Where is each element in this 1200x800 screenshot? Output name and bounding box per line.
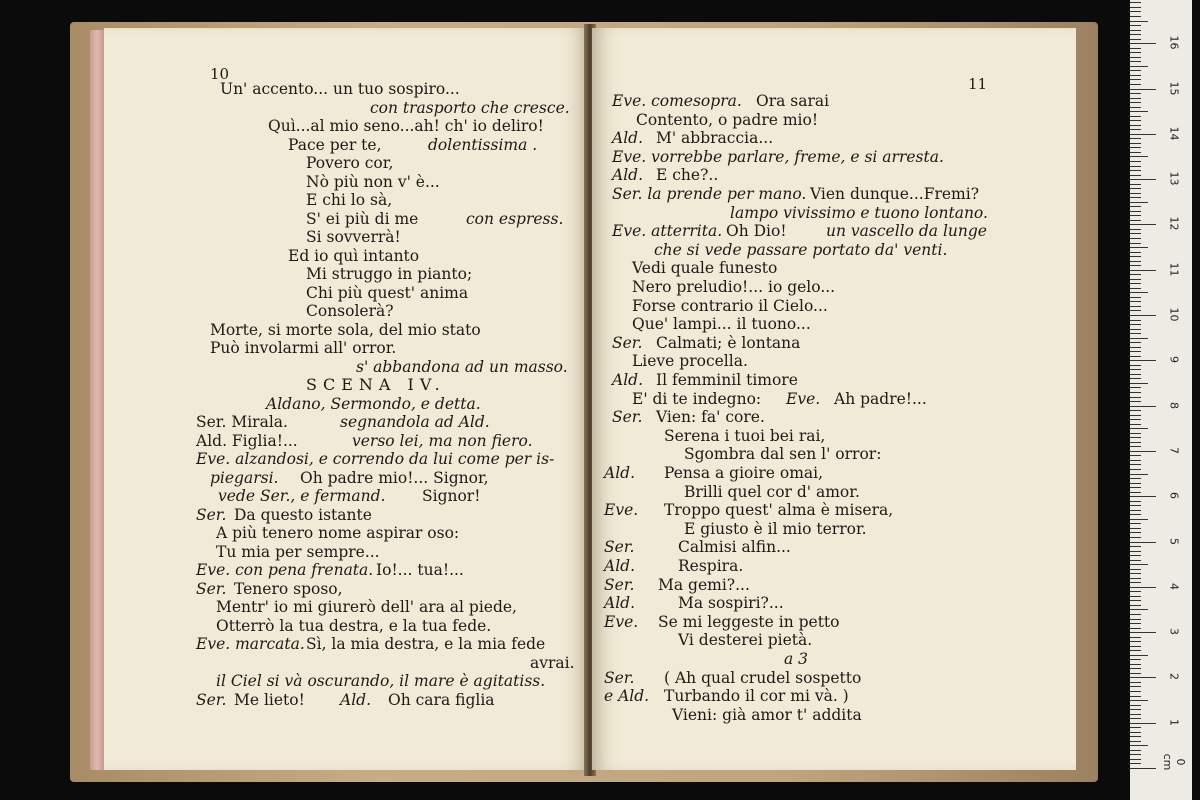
verse-text: Il femminil timore (656, 371, 798, 389)
ruler-tick (1130, 532, 1141, 533)
verse-text: Ald. Figlia!... (196, 431, 298, 450)
verse-text: Ser. Mirala. (196, 413, 288, 431)
ruler-label: 6 (1167, 492, 1181, 500)
ruler-tick (1130, 623, 1141, 624)
ruler-tick (1130, 338, 1148, 339)
verse-text: Ma gemi?... (658, 575, 750, 594)
verse-text: Ora sarai (756, 92, 830, 110)
verse-text: Mentr' io mi giurerò dell' ara al piede, (216, 598, 517, 616)
verse-text: Nò più non v' è... (306, 172, 440, 191)
verse-text: E chi lo sà, (306, 191, 393, 209)
ruler-tick (1130, 655, 1148, 656)
right-page (592, 28, 1076, 770)
stage-direction: Ald. (604, 557, 635, 575)
ruler-tick (1130, 211, 1141, 212)
ruler-tick (1130, 356, 1141, 357)
stage-direction: Eve. alzandosi, e correndo da lui come per is- (196, 450, 555, 468)
ruler-tick (1130, 510, 1141, 511)
ruler-tick (1130, 464, 1141, 465)
ruler-tick (1130, 75, 1141, 76)
stage-direction: Eve. con pena frenata. (196, 561, 374, 579)
verse-text: E' di te indegno: (632, 389, 762, 408)
ruler-tick (1130, 406, 1156, 407)
stage-direction: vede Ser., e fermand. (218, 487, 386, 505)
ruler-tick (1130, 215, 1141, 216)
verse-text: Otterrò la tua destra, e la tua fede. (216, 616, 492, 635)
ruler-tick (1130, 691, 1141, 692)
ruler-tick (1130, 451, 1156, 452)
verse-text: Ma sospiri?... (678, 594, 784, 613)
book-edge (90, 30, 104, 770)
verse-text: Povero cor, (306, 154, 394, 172)
ruler-tick (1130, 11, 1141, 12)
ruler-tick (1130, 360, 1156, 361)
stage-direction: Ser. (604, 538, 635, 557)
verse-text: Forse contrario il Cielo... (632, 296, 828, 315)
ruler-tick (1130, 723, 1156, 724)
stage-direction: Ser. (196, 505, 227, 524)
ruler-tick (1130, 763, 1141, 764)
ruler-tick (1130, 138, 1141, 139)
ruler-label: 5 (1167, 537, 1181, 545)
verse-text: S' ei più di me (306, 209, 419, 228)
verse-text: Ed io quì intanto (288, 246, 420, 265)
stage-direction: Ser. (196, 579, 227, 598)
ruler-tick (1130, 745, 1148, 746)
ruler-tick (1130, 582, 1141, 583)
ruler-tick (1130, 700, 1148, 701)
ruler-tick (1130, 161, 1141, 162)
ruler-tick (1130, 21, 1148, 22)
ruler-tick (1130, 673, 1141, 674)
verse-text: M' abbraccia... (656, 129, 774, 148)
ruler-tick (1130, 374, 1141, 375)
ruler-label: 12 (1167, 216, 1181, 231)
ruler-tick (1130, 415, 1141, 416)
verse-text: Me lieto! (234, 690, 305, 709)
verse-text: Se mi leggeste in petto (658, 612, 840, 631)
ruler-tick (1130, 310, 1141, 311)
ruler-tick (1130, 741, 1141, 742)
stage-direction: e Ald. (604, 687, 650, 706)
ruler-tick (1130, 387, 1141, 388)
ruler-tick (1130, 619, 1141, 620)
verse-text: Vien dunque...Fremi? (810, 185, 980, 203)
ruler-tick (1130, 16, 1141, 17)
ruler-tick (1130, 61, 1141, 62)
ruler-tick (1130, 682, 1141, 683)
verse-text: Consolerà? (306, 302, 394, 320)
ruler-tick (1130, 686, 1141, 687)
ruler-tick (1130, 487, 1141, 488)
ruler-tick (1130, 573, 1141, 574)
ruler-tick (1130, 279, 1141, 280)
ruler-tick (1130, 677, 1156, 678)
ruler-tick (1130, 437, 1141, 438)
ruler-tick (1130, 455, 1141, 456)
stage-direction: piegarsi. (210, 468, 279, 487)
ruler-tick (1130, 478, 1141, 479)
ruler-tick (1130, 89, 1156, 90)
ruler-tick (1130, 628, 1141, 629)
ruler-tick (1130, 206, 1141, 207)
ruler-tick (1130, 292, 1148, 293)
text-line (104, 689, 588, 711)
ruler-tick (1130, 596, 1141, 597)
ruler-tick (1130, 315, 1156, 316)
ruler-tick (1130, 605, 1141, 606)
ruler-tick (1130, 342, 1141, 343)
stage-direction: Eve. vorrebbe parlare, freme, e si arresta. (612, 147, 944, 166)
ruler-tick (1130, 233, 1141, 234)
verse-text: Contento, o padre mio! (636, 110, 819, 129)
ruler-tick (1130, 750, 1141, 751)
stage-direction: con espress. (466, 209, 564, 228)
ruler-tick (1130, 34, 1141, 35)
ruler-tick (1130, 446, 1141, 447)
verse-text: Tenero sposo, (234, 579, 343, 598)
ruler-tick (1130, 70, 1141, 71)
verse-text: Turbando il cor mi và. ) (664, 687, 849, 706)
verse-text: Respira. (678, 557, 744, 575)
ruler-tick (1130, 320, 1141, 321)
verse-text: Lieve procella. (632, 352, 748, 371)
stage-direction: Ald. (604, 594, 635, 613)
page-number: 11 (968, 75, 988, 93)
ruler-tick (1130, 229, 1141, 230)
ruler-tick (1130, 428, 1148, 429)
ruler-tick (1130, 297, 1141, 298)
verse-text: ( Ah qual crudel sospetto (664, 668, 862, 687)
verse-text: Mi struggo in pianto; (306, 265, 473, 283)
ruler-tick (1130, 401, 1141, 402)
stage-direction: Ald. (604, 464, 635, 482)
ruler-tick (1130, 261, 1141, 262)
ruler-label: 16 (1167, 35, 1181, 50)
ruler-tick (1130, 664, 1141, 665)
stage-direction: s' abbandona ad un masso. (356, 357, 568, 376)
verse-text: Vi desterei pietà. (678, 631, 813, 650)
ruler-tick (1130, 578, 1141, 579)
verse-text: Oh cara figlia (388, 690, 495, 709)
ruler-tick (1130, 397, 1141, 398)
verse-text: Nero preludio!... io gelo... (632, 278, 836, 296)
ruler-tick (1130, 347, 1141, 348)
ruler-tick (1130, 283, 1141, 284)
verse-text: Serena i tuoi bei rai, (664, 426, 826, 445)
ruler-label: 11 (1167, 262, 1181, 277)
stage-direction: Ser. (604, 668, 635, 687)
ruler-tick (1130, 754, 1141, 755)
verse-text: Signor! (422, 487, 481, 505)
ruler-tick (1130, 30, 1141, 31)
ruler-tick (1130, 542, 1156, 543)
ruler-tick (1130, 641, 1141, 642)
ruler-tick (1130, 718, 1141, 719)
ruler-tick (1130, 57, 1141, 58)
ruler-tick (1130, 120, 1141, 121)
ruler-tick (1130, 483, 1141, 484)
ruler-tick (1130, 469, 1141, 470)
stage-direction: un vascello da lunge (826, 222, 987, 241)
ruler-tick (1130, 156, 1148, 157)
ruler-tick (1130, 193, 1141, 194)
ruler-tick (1130, 324, 1141, 325)
ruler-tick (1130, 555, 1141, 556)
ruler-tick (1130, 125, 1141, 126)
ruler-tick (1130, 247, 1148, 248)
ruler-tick (1130, 102, 1141, 103)
page-number: 10 (210, 65, 230, 83)
stage-direction: il Ciel si và oscurando, il mare è agitatiss. (216, 672, 546, 690)
ruler-tick (1130, 197, 1141, 198)
ruler-tick (1130, 732, 1141, 733)
ruler-tick (1130, 256, 1141, 257)
ruler-tick (1130, 569, 1141, 570)
ruler-tick (1130, 433, 1141, 434)
ruler-tick (1130, 609, 1148, 610)
ruler-tick (1130, 224, 1156, 225)
verse-text: A più tenero nome aspirar oso: (216, 524, 460, 542)
verse-text: Sì, la mia destra, e la mia fede (306, 635, 546, 653)
ruler-tick (1130, 646, 1141, 647)
ruler-tick (1130, 591, 1141, 592)
ruler-tick (1130, 496, 1156, 497)
ruler-tick (1130, 519, 1148, 520)
ruler-tick (1130, 179, 1156, 180)
ruler-tick (1130, 705, 1141, 706)
ruler-tick (1130, 523, 1141, 524)
stage-direction: Ser. la prende per mano. (612, 185, 807, 203)
verse-text: Troppo quest' alma è misera, (664, 501, 894, 520)
verse-text: Calmisi alfin... (678, 538, 791, 557)
ruler-label: 14 (1167, 126, 1181, 141)
ruler-tick (1130, 537, 1141, 538)
ruler-tick (1130, 560, 1141, 561)
ruler-tick (1130, 66, 1148, 67)
verse-text: E giusto è il mio terror. (684, 519, 867, 538)
ruler-label: 3 (1167, 628, 1181, 636)
verse-text: Vien: fa' core. (656, 408, 765, 427)
ruler-tick (1130, 288, 1141, 289)
ruler-tick (1130, 392, 1141, 393)
ruler-tick (1130, 175, 1141, 176)
ruler-tick (1130, 424, 1141, 425)
ruler-tick (1130, 696, 1141, 697)
ruler-tick (1130, 514, 1141, 515)
verse-text: Que' lampi... il tuono... (632, 315, 811, 334)
ruler-tick (1130, 632, 1156, 633)
ruler-tick (1130, 7, 1141, 8)
verse-text: Vedi quale funesto (632, 259, 778, 278)
ruler-tick (1130, 587, 1156, 588)
ruler-tick (1130, 238, 1141, 239)
ruler-tick (1130, 351, 1141, 352)
stage-direction: Eve. (604, 612, 639, 631)
stage-direction: a 3 (784, 650, 809, 668)
stage-direction: Ald. (612, 129, 643, 148)
ruler-tick (1130, 501, 1141, 502)
ruler-tick (1130, 727, 1141, 728)
stage-direction: Eve. (786, 389, 821, 408)
verse-text: Vieni: già amor t' addita (672, 705, 862, 724)
left-page (104, 28, 588, 770)
stage-direction: Eve. marcata. (196, 635, 305, 653)
stage-direction: lampo vivissimo e tuono lontano. (730, 203, 988, 222)
ruler-tick (1130, 134, 1156, 135)
ruler-tick (1130, 43, 1156, 44)
verse-text: Calmati; è lontana (656, 333, 801, 352)
ruler-tick (1130, 668, 1141, 669)
ruler-tick (1130, 378, 1141, 379)
ruler-tick (1130, 116, 1141, 117)
ruler-tick (1130, 152, 1141, 153)
ruler-tick (1130, 383, 1148, 384)
ruler-tick (1130, 170, 1141, 171)
ruler-label: 13 (1167, 171, 1181, 186)
ruler-label: 0 cm (1161, 753, 1187, 771)
ruler-tick (1130, 2, 1141, 3)
stage-direction: Eve. atterrita. (612, 222, 723, 241)
ruler-tick (1130, 551, 1141, 552)
verse-text: Quì...al mio seno...ah! ch' io deliro! (268, 117, 544, 135)
stage-direction: che si vede passare portato da' venti. (654, 240, 948, 259)
ruler-tick (1130, 274, 1141, 275)
ruler-tick (1130, 184, 1141, 185)
verse-text: Pace per te, (288, 135, 382, 154)
ruler-tick (1130, 650, 1141, 651)
verse-text: Io!... tua!... (376, 561, 464, 579)
ruler-tick (1130, 709, 1141, 710)
ruler-tick (1130, 166, 1141, 167)
verse-text: Pensa a gioire omai, (664, 464, 824, 482)
stage-direction: Eve. comesopra. (612, 92, 742, 110)
stage-direction: dolentissima . (428, 135, 538, 154)
stage-direction: segnandola ad Ald. (340, 413, 490, 431)
verse-text: Si sovverrà! (306, 228, 401, 246)
ruler-tick (1130, 39, 1141, 40)
stage-direction: Ser. (612, 408, 643, 427)
ruler-label: 8 (1167, 401, 1181, 409)
ruler-label: 10 (1167, 307, 1181, 322)
stage-direction: Eve. (604, 501, 639, 520)
stage-direction: verso lei, ma non fiero. (352, 431, 533, 450)
ruler-tick (1130, 188, 1141, 189)
ruler-tick (1130, 93, 1141, 94)
ruler-tick (1130, 474, 1148, 475)
stage-direction: Ald. (340, 690, 371, 709)
ruler-tick (1130, 129, 1141, 130)
verse-text: Brilli quel cor d' amor. (684, 482, 860, 501)
measuring-ruler (1130, 0, 1192, 800)
verse-text: Tu mia per sempre... (216, 542, 380, 561)
ruler-tick (1130, 410, 1141, 411)
verse-text: Un' accento... un tuo sospiro... (220, 80, 460, 98)
verse-text: Sgombra dal sen l' orror: (684, 445, 882, 464)
ruler-tick (1130, 107, 1141, 108)
ruler-tick (1130, 202, 1148, 203)
ruler-tick (1130, 492, 1141, 493)
verse-text: Chi più quest' anima (306, 283, 469, 302)
ruler-tick (1130, 329, 1141, 330)
ruler-tick (1130, 659, 1141, 660)
ruler-tick (1130, 243, 1141, 244)
ruler-tick (1130, 98, 1141, 99)
verse-text: Morte, si morte sola, del mio stato (210, 320, 481, 339)
stage-direction: Ald. (612, 371, 643, 389)
ruler-label: 7 (1167, 446, 1181, 454)
ruler-tick (1130, 768, 1156, 769)
ruler-tick (1130, 505, 1141, 506)
ruler-tick (1130, 265, 1141, 266)
stage-direction: con trasporto che cresce. (370, 98, 570, 117)
ruler-tick (1130, 736, 1141, 737)
ruler-tick (1130, 301, 1141, 302)
ruler-tick (1130, 442, 1141, 443)
ruler-label: 9 (1167, 356, 1181, 364)
verse-text: Oh Dio! (726, 222, 787, 241)
ruler-label: 2 (1167, 673, 1181, 681)
ruler-tick (1130, 25, 1141, 26)
ruler-tick (1130, 460, 1141, 461)
ruler-tick (1130, 637, 1141, 638)
ruler-tick (1130, 79, 1141, 80)
stage-direction: Ser. (612, 333, 643, 352)
ruler-tick (1130, 614, 1141, 615)
verse-text: avrai. (530, 653, 575, 672)
ruler-tick (1130, 759, 1141, 760)
ruler-tick (1130, 220, 1141, 221)
stage-direction: Aldano, Sermondo, e detta. (266, 394, 481, 413)
verse-text: Da questo istante (234, 505, 372, 524)
ruler-tick (1130, 528, 1141, 529)
ruler-tick (1130, 419, 1141, 420)
scene-heading: SCENA IV. (306, 375, 446, 394)
ruler-label: 4 (1167, 582, 1181, 590)
ruler-tick (1130, 143, 1141, 144)
ruler-tick (1130, 306, 1141, 307)
ruler-tick (1130, 600, 1141, 601)
ruler-tick (1130, 714, 1141, 715)
stage-direction: Ald. (612, 166, 643, 185)
ruler-tick (1130, 333, 1141, 334)
ruler-tick (1130, 564, 1148, 565)
verse-text: Può involarmi all' orror. (210, 339, 397, 357)
ruler-tick (1130, 369, 1141, 370)
ruler-label: 1 (1167, 718, 1181, 726)
verse-text: Ah padre!... (834, 389, 927, 408)
ruler-tick (1130, 111, 1148, 112)
text-line (592, 704, 1076, 726)
stage-direction: Ser. (604, 575, 635, 594)
ruler-label: 15 (1167, 81, 1181, 95)
ruler-tick (1130, 147, 1141, 148)
ruler-tick (1130, 48, 1141, 49)
ruler-tick (1130, 546, 1141, 547)
ruler-tick (1130, 84, 1141, 85)
verse-text: Oh padre mio!... Signor, (300, 468, 489, 487)
verse-text: E che?.. (656, 166, 719, 185)
ruler-tick (1130, 52, 1141, 53)
ruler-tick (1130, 252, 1141, 253)
stage-direction: Ser. (196, 690, 227, 709)
ruler-tick (1130, 365, 1141, 366)
ruler-tick (1130, 270, 1156, 271)
